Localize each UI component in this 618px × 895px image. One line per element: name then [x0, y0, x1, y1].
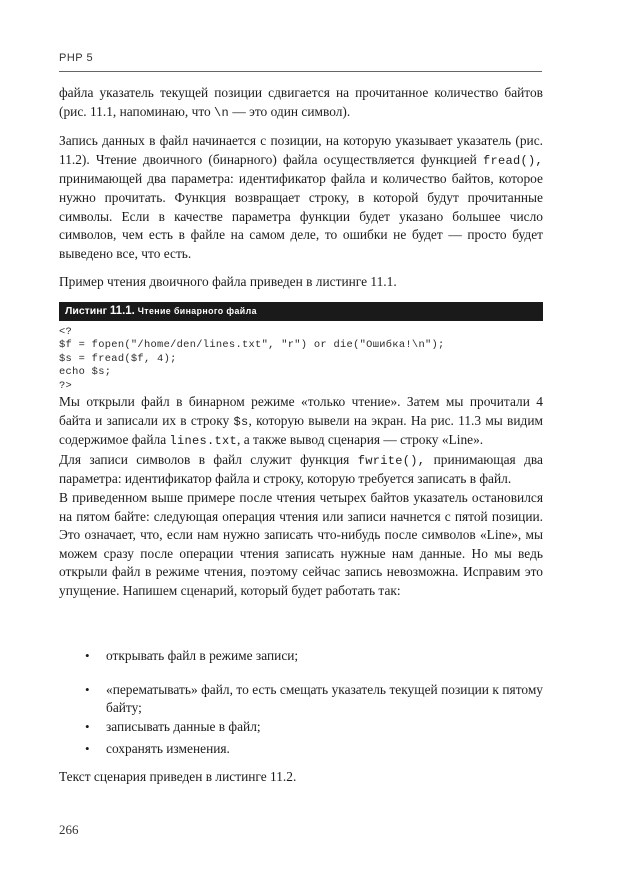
paragraph-6: В приведенном выше примере после чтения четырех байтов указатель остановился на пятом байте: следующая операция чтения или записи начнется с пятой позиции. Это означает, что, если нам нужно записать что-нибудь после символов «Line», мы можем сразу после операции чтения записать нужные нам данные. Но мы ведь открыли файл в режиме чтения, поэтому сейчас запись невозможна. Исправим это упущение. Напишем сценарий, который будет работать так:: [59, 489, 543, 598]
inline-code: \n: [214, 105, 230, 120]
bullet-list: [59, 647, 543, 759]
code-listing: <? $f = fopen("/home/den/lines.txt", "r") or die("Ошибка!\n"); $s = fread($f, 4); echo $s; ?>: [59, 326, 445, 392]
listing-number: 11.1.: [109, 305, 135, 317]
listing-caption: Чтение бинарного файла: [134, 306, 257, 316]
paragraph-5: Для записи символов в файл служит функция fwrite(), принимающая два параметра: идентификатор файла и строку, которую требуется записать в файл.: [59, 451, 543, 487]
body-text-middle: [59, 393, 543, 601]
body-text-top: [59, 84, 543, 292]
list-item: • «перематывать» файл, то есть смещать указатель текущей позиции к пятому байту;: [85, 681, 543, 716]
bullet-icon: •: [85, 648, 90, 663]
listing-label: Листинг: [65, 305, 110, 317]
list-item: • записывать данные в файл;: [59, 718, 543, 737]
paragraph-4: Мы открыли файл в бинарном режиме «только чтение». Затем мы прочитали 4 байта и записали их в строку $s, которую вывели на экран. На рис. 11.3 мы видим содержимое файла lines.txt, а также вывод сценария — строку «Line».: [59, 394, 543, 449]
running-head: PHP 5: [59, 52, 94, 64]
bullet-icon: •: [85, 718, 90, 734]
inline-code: lines.txt: [169, 434, 238, 449]
bullet-icon: •: [85, 681, 90, 697]
inline-code: fread(),: [482, 153, 543, 168]
inline-code: $s: [233, 414, 249, 429]
page-number: 266: [59, 822, 79, 837]
paragraph-3: Пример чтения двоичного файла приведен в листинге 11.1.: [59, 274, 397, 290]
list-item: • открывать файл в режиме записи;: [59, 647, 543, 666]
listing-title-bar: [59, 302, 543, 321]
header-rule: [59, 71, 542, 72]
paragraph-2: Запись данных в файл начинается с позиции, на которую указывает указатель (рис. 11.2). Чтение двоичного (бинарного) файла осуществляется функцией fread(), принимающей два параметра: идентификатор файла и количество байтов, которое нужно прочитать. Функция возвращает строку, в которой будут прочитанные символы. Если в качестве параметра функции будет указано большее число символов, чем есть в файле на самом деле, то ошибки не будет — просто будет выведено все, что есть.: [59, 133, 543, 261]
list-item: • сохранять изменения.: [59, 740, 543, 759]
closing-paragraph: Текст сценария приведен в листинге 11.2.: [59, 769, 297, 784]
paragraph-1: файла указатель текущей позиции сдвигается на прочитанное количество байтов (рис. 11.1, напоминаю, что \n — это один символ).: [59, 85, 543, 120]
bullet-icon: •: [85, 741, 90, 757]
inline-code: fwrite(),: [357, 453, 426, 468]
